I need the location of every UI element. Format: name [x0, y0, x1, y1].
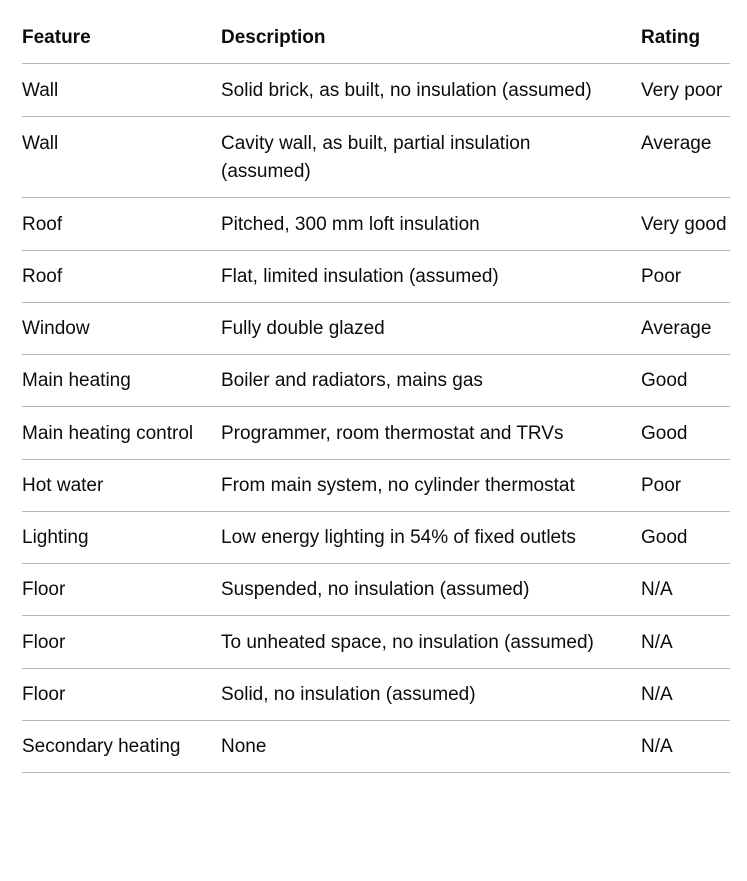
cell-description: Solid, no insulation (assumed): [221, 669, 641, 721]
cell-rating: Poor: [641, 251, 730, 303]
cell-description: Programmer, room thermostat and TRVs: [221, 407, 641, 460]
table-row: [22, 303, 730, 355]
cell-feature: Wall: [22, 64, 221, 117]
table-row: [22, 198, 730, 251]
cell-rating: N/A: [641, 721, 730, 773]
cell-rating: Good: [641, 512, 730, 564]
cell-rating: Average: [641, 117, 730, 198]
header-row: [22, 11, 730, 64]
table-row: [22, 512, 730, 564]
column-header-description: Description: [221, 11, 641, 64]
cell-description: To unheated space, no insulation (assumed): [221, 616, 641, 669]
features-table: [22, 11, 730, 773]
column-header-rating: Rating: [641, 11, 730, 64]
cell-rating: Poor: [641, 460, 730, 512]
cell-rating: Average: [641, 303, 730, 355]
cell-rating: N/A: [641, 616, 730, 669]
cell-feature: Floor: [22, 669, 221, 721]
cell-rating: Very good: [641, 198, 730, 251]
cell-feature: Secondary heating: [22, 721, 221, 773]
table-row: [22, 355, 730, 407]
cell-description: Boiler and radiators, mains gas: [221, 355, 641, 407]
cell-feature: Hot water: [22, 460, 221, 512]
cell-feature: Lighting: [22, 512, 221, 564]
cell-description: None: [221, 721, 641, 773]
table-row: [22, 64, 730, 117]
cell-description: Cavity wall, as built, partial insulation (assumed): [221, 117, 641, 198]
cell-rating: Good: [641, 407, 730, 460]
table-row: [22, 616, 730, 669]
cell-feature: Window: [22, 303, 221, 355]
table-row: [22, 564, 730, 616]
cell-rating: Very poor: [641, 64, 730, 117]
table-row: [22, 460, 730, 512]
cell-description: Flat, limited insulation (assumed): [221, 251, 641, 303]
table-row: [22, 721, 730, 773]
cell-feature: Roof: [22, 198, 221, 251]
table-body: [22, 64, 730, 773]
cell-description: Pitched, 300 mm loft insulation: [221, 198, 641, 251]
cell-description: From main system, no cylinder thermostat: [221, 460, 641, 512]
table-row: [22, 669, 730, 721]
cell-feature: Wall: [22, 117, 221, 198]
table-row: [22, 407, 730, 460]
cell-feature: Floor: [22, 564, 221, 616]
cell-feature: Main heating: [22, 355, 221, 407]
cell-feature: Main heating control: [22, 407, 221, 460]
cell-description: Fully double glazed: [221, 303, 641, 355]
cell-description: Solid brick, as built, no insulation (assumed): [221, 64, 641, 117]
cell-rating: N/A: [641, 564, 730, 616]
cell-feature: Floor: [22, 616, 221, 669]
table-header: [22, 11, 730, 64]
cell-description: Low energy lighting in 54% of fixed outlets: [221, 512, 641, 564]
table-row: [22, 251, 730, 303]
cell-rating: Good: [641, 355, 730, 407]
cell-rating: N/A: [641, 669, 730, 721]
column-header-feature: Feature: [22, 11, 221, 64]
cell-feature: Roof: [22, 251, 221, 303]
cell-description: Suspended, no insulation (assumed): [221, 564, 641, 616]
table-row: [22, 117, 730, 198]
